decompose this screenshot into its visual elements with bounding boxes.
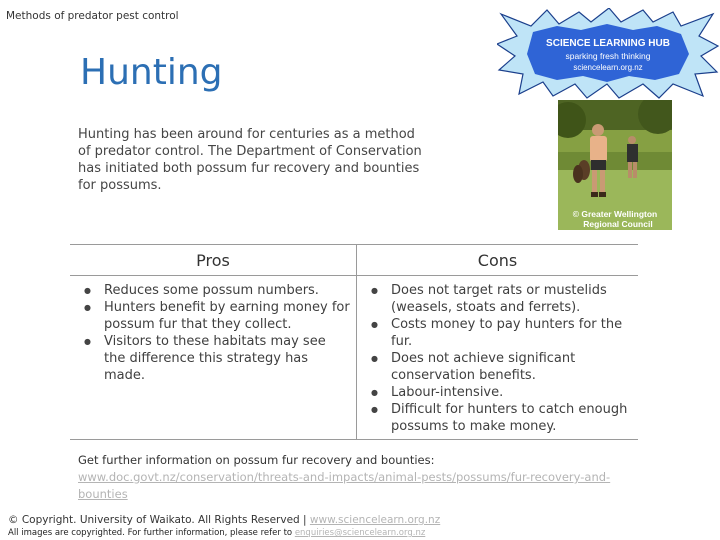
list-item: ● Labour-intensive. <box>357 384 632 401</box>
footer-copyright <box>8 514 440 526</box>
photo-credit-line2: Regional Council <box>583 219 653 229</box>
table-row <box>70 276 638 440</box>
list-item: ● Reduces some possum numbers. <box>70 282 350 299</box>
copyright-text: © Copyright. University of Waikato. All Rights Reserved | <box>8 514 307 526</box>
list-item: ● Costs money to pay hunters for the fur. <box>357 316 632 350</box>
site-link[interactable]: www.sciencelearn.org.nz <box>309 514 441 526</box>
list-item: ● Difficult for hunters to catch enough possums to make money. <box>357 401 632 435</box>
hunter-photo <box>558 100 672 230</box>
cons-header: Cons <box>357 245 639 276</box>
further-info-link[interactable]: www.doc.govt.nz/conservation/threats-and-impacts/animal-pests/possums/fur-recovery-and-bounties <box>78 470 611 501</box>
further-info-text: Get further information on possum fur recovery and bounties: <box>78 453 435 467</box>
logo-line3: sciencelearn.org.nz <box>573 63 643 72</box>
science-learning-hub-logo[interactable] <box>497 8 719 100</box>
page-title: Hunting <box>80 52 223 93</box>
logo-line2: sparking fresh thinking <box>565 51 651 61</box>
photo-credit-line1: © Greater Wellington <box>572 209 658 219</box>
list-item: ● Visitors to these habitats may see the difference this strategy has made. <box>70 333 350 384</box>
cons-cell <box>357 276 639 440</box>
pros-cell <box>70 276 357 440</box>
further-info <box>78 452 638 503</box>
pros-list <box>70 282 350 384</box>
list-item: ● Hunters benefit by earning money for possum fur that they collect. <box>70 299 350 333</box>
intro-paragraph: Hunting has been around for centuries as a method of predator control. The Department of Conservation has initiated both possum fur recovery and bounties for possums. <box>78 127 422 193</box>
logo-line1: SCIENCE LEARNING HUB <box>546 38 670 49</box>
pros-cons-table <box>70 244 638 440</box>
list-item: ● Does not target rats or mustelids (weasels, stoats and ferrets). <box>357 282 632 316</box>
cons-list <box>357 282 632 435</box>
email-link[interactable]: enquiries@sciencelearn.org.nz <box>294 528 426 538</box>
footer-rights-note <box>8 528 425 538</box>
table-header-row <box>70 245 638 276</box>
pros-header: Pros <box>70 245 357 276</box>
list-item: ● Does not achieve significant conservation benefits. <box>357 350 632 384</box>
rights-note-text: All images are copyrighted. For further information, please refer to <box>8 528 293 538</box>
slide-label: Methods of predator pest control <box>6 10 179 22</box>
